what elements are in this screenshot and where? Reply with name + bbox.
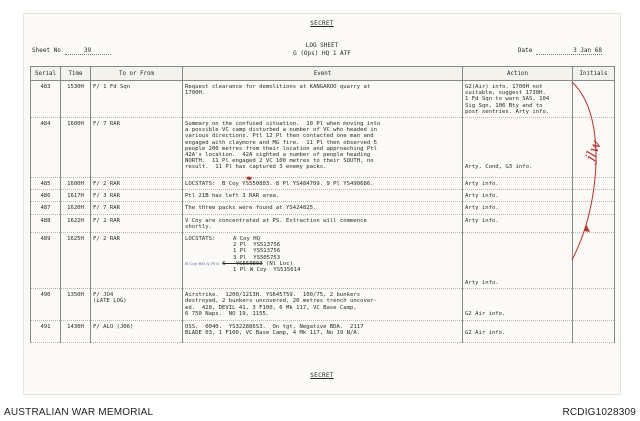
- event: Summary on the confused situation. 10 Pl when moving into a possible VC camp disturbed a number of VC who headed in various directions. Ptl 12 Pl then contacted one man and engaged with claymore and MG fire. 11 Pl then observed 5 people 200 metres from their location and approaching Ptl 42A's location. 42A sighted a number of people heading NORTH. 11 Pl engaged 2 VC 100 metres to their SOUTH, no result. 11 Pl has captured 3 enemy packs.: [183, 118, 463, 178]
- event: Ptl 21B has left 3 RAR area.: [183, 190, 463, 202]
- archive-credit: AUSTRALIAN WAR MEMORIAL: [4, 407, 154, 418]
- serial: 489: [31, 233, 61, 289]
- time: 1622H: [61, 214, 91, 232]
- action: Arty info.: [463, 214, 573, 232]
- action-text: Arty info.: [465, 280, 499, 287]
- date-label: Date: [517, 47, 533, 54]
- log-row: [31, 214, 615, 232]
- initials: [573, 321, 615, 343]
- log-sheet: [24, 14, 620, 394]
- initials: [573, 289, 615, 321]
- date-value: 3 Jan 68: [536, 47, 602, 55]
- initials: [573, 81, 615, 118]
- to-or-from: F/ 2 RAR: [91, 214, 183, 232]
- serial: 490: [31, 289, 61, 321]
- initials: [573, 178, 615, 190]
- col-serial: Serial: [31, 67, 61, 81]
- classification-bottom: SECRET: [310, 372, 334, 379]
- to-or-from: F/ 2 RAR: [91, 233, 183, 289]
- time: 1350H: [61, 289, 91, 321]
- b-coy-note: (Nl Loc): [266, 260, 293, 267]
- time: 1530H: [61, 81, 91, 118]
- col-event: Event: [183, 67, 463, 81]
- initials: [573, 233, 615, 289]
- log-row: [31, 202, 615, 214]
- handwritten-b-coy: B Coy HQ & Pl 6: [185, 260, 219, 266]
- sheet-number-value: 39: [65, 47, 111, 55]
- time: 1625H: [61, 233, 91, 289]
- serial: 486: [31, 190, 61, 202]
- event: Request clearance for demolitions at KANGAROO quarry at 1700H.: [183, 81, 463, 118]
- event: V Coy are concentrated at PS. Extraction will commence shortly.: [183, 214, 463, 232]
- locstats-block: [185, 236, 460, 261]
- col-action: Action: [463, 67, 573, 81]
- log-row: [31, 81, 615, 118]
- action: G2(Air) info. 1700H not suitable, suggest 1730H. 1 Fd Sqn to warn SAS, 104 Sig Sqn, 106 Bty and to post sentries. Arty info.: [463, 81, 573, 118]
- serial: 488: [31, 214, 61, 232]
- event: The three packs were found at YS424825.: [183, 202, 463, 214]
- event: OSS. 0040. YS322886S3. On tgt, Negative BDA. 2117 BLADE 03, 1 F100, VC Base Camp, 4 Mk 117, No 19 N/A.: [183, 321, 463, 343]
- event: LOCSTATS: B Coy YS550803. 8 Pl YS484709. 9 Pl YS490686.: [183, 178, 463, 190]
- to-or-from: F/ 2 RAR: [91, 178, 183, 190]
- locstat-line: 2 Pl YS513756: [233, 242, 281, 249]
- to-or-from: F/ JO4 (LATE LOG): [91, 289, 183, 321]
- classification-top: SECRET: [310, 20, 334, 27]
- initials: [573, 214, 615, 232]
- serial: 484: [31, 118, 61, 178]
- col-time: Time: [61, 67, 91, 81]
- locstat-line: 3 Pl YS505753: [233, 254, 281, 261]
- time: 1617H: [61, 190, 91, 202]
- serial: 487: [31, 202, 61, 214]
- log-row: [31, 178, 615, 190]
- title-line-2: G (Ops) HQ 1 ATF: [293, 50, 351, 57]
- action: Arty info.: [463, 178, 573, 190]
- action: G2 Air info.: [463, 289, 573, 321]
- log-row: [31, 289, 615, 321]
- log-row: [31, 118, 615, 178]
- to-or-from: F/ 1 Fd Sqn: [91, 81, 183, 118]
- serial: 491: [31, 321, 61, 343]
- time: 1600H: [61, 178, 91, 190]
- event: Airstrike. 1200/1213H. YS645759. 100/75, 2 bunkers destroyed, 2 bunkers uncovered, 20 metres trench uncover- ed. 428, DEVIL 41, 3 F100, 6 Mk 117, VC Base Camp, 6 750 Naps. NO 19, 1155.: [183, 289, 463, 321]
- action: [463, 233, 573, 289]
- log-table: [30, 66, 615, 343]
- initials: [573, 202, 615, 214]
- log-table-header: [31, 67, 615, 81]
- time: 1600H: [61, 118, 91, 178]
- time: 1430H: [61, 321, 91, 343]
- col-to-or-from: To or From: [91, 67, 183, 81]
- locstat-w-coy: 1 Pl W Coy YS515614: [233, 267, 301, 274]
- struck-entry: 6 YS550803: [222, 260, 263, 267]
- log-row: [31, 321, 615, 343]
- action: Arty info.: [463, 190, 573, 202]
- log-row: [31, 190, 615, 202]
- serial: 483: [31, 81, 61, 118]
- handwritten-initials: jlw: [582, 138, 605, 164]
- col-initials: Initials: [573, 67, 615, 81]
- action: G2 Air info.: [463, 321, 573, 343]
- event: [183, 233, 463, 289]
- to-or-from: F/ 3 RAR: [91, 190, 183, 202]
- serial: 485: [31, 178, 61, 190]
- action: Arty, Cond, G3 info.: [463, 118, 573, 178]
- time: 1620H: [61, 202, 91, 214]
- to-or-from: F/ ALO (J06): [91, 321, 183, 343]
- initials: [573, 190, 615, 202]
- sheet-date: [518, 47, 602, 55]
- title-line-1: LOG SHEET: [305, 42, 339, 49]
- action: Arty info.: [463, 202, 573, 214]
- sheet-number-label: Sheet No: [32, 47, 61, 54]
- to-or-from: F/ 7 RAR: [91, 202, 183, 214]
- locstats-lead: LOCSTATS:: [185, 236, 216, 243]
- locstat-line: A Coy HQ: [233, 236, 260, 243]
- archive-reference: RCDIG1028309: [562, 407, 636, 418]
- log-row: [31, 233, 615, 289]
- locstat-line: 1 Pl YS513756: [233, 248, 281, 255]
- locstats-list: [233, 236, 280, 261]
- to-or-from: F/ 7 RAR: [91, 118, 183, 178]
- initials: [573, 118, 615, 178]
